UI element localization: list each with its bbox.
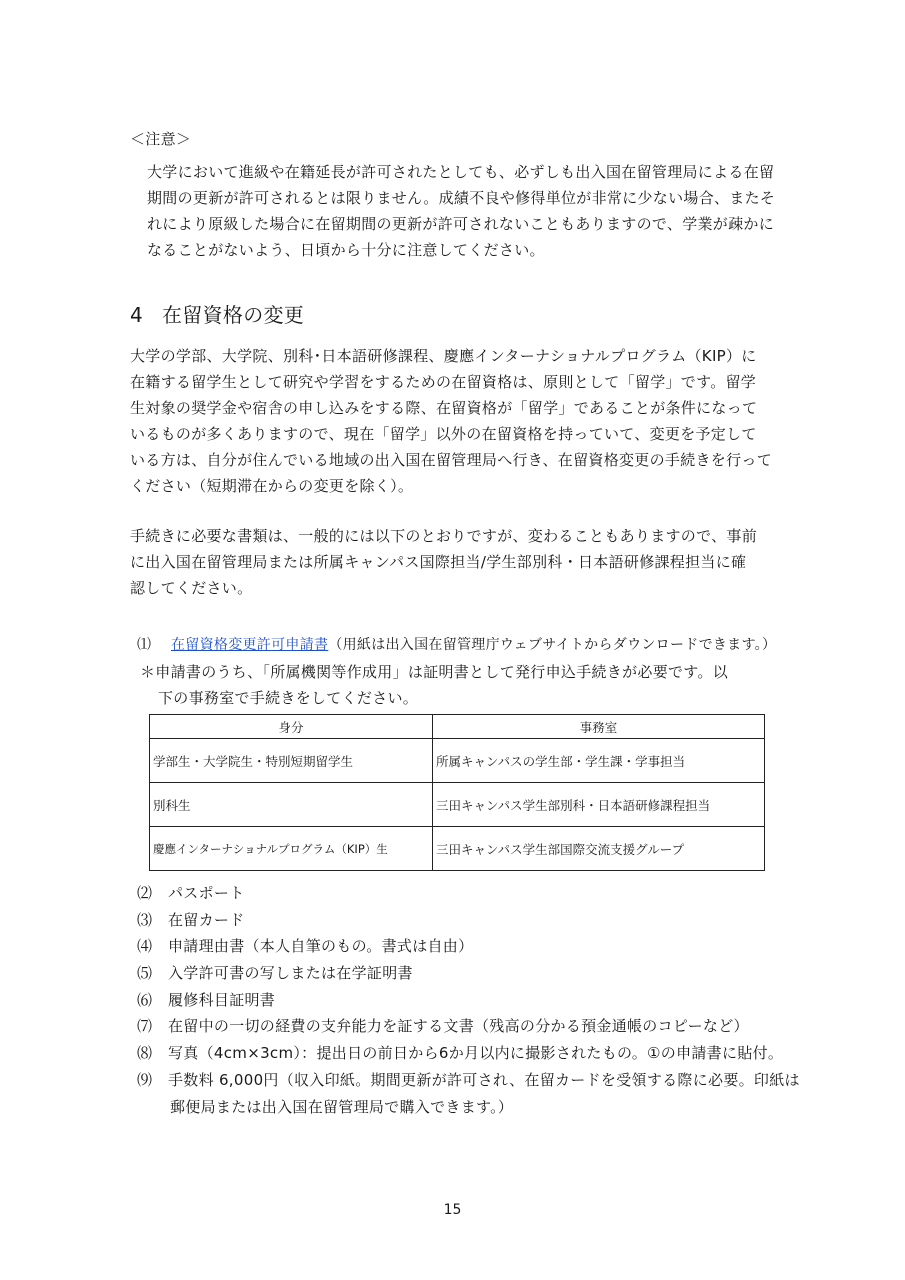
paragraph-line: 生対象の奨学金や宿舎の申し込みをする際、在留資格が「留学」であることが条件になって <box>130 399 758 417</box>
table-cell: 学部生・大学院生・特別短期留学生 <box>150 739 433 783</box>
item-1-note-line: 下の事務室で手続きをしてください。 <box>158 689 419 707</box>
item-number: ⑶ <box>137 911 153 929</box>
table-cell: 三田キャンパス学生部国際交流支援グループ <box>433 827 765 871</box>
table-row <box>150 739 765 783</box>
table-row <box>150 783 765 827</box>
table-cell: 三田キャンパス学生部別科・日本語研修課程担当 <box>433 783 765 827</box>
paragraph-line: ください（短期滞在からの変更を除く）。 <box>130 477 414 495</box>
item-1-line <box>171 635 776 655</box>
list-item: 在留カード <box>168 911 245 929</box>
paragraph-line: 認してください。 <box>130 579 253 597</box>
item-number: ⑹ <box>137 991 153 1009</box>
item-1-note: （用紙は出入国在留管理庁ウェブサイトからダウンロードできます。） <box>328 637 777 653</box>
table-cell: 所属キャンパスの学生部・学生課・学事担当 <box>433 739 765 783</box>
notice-line: 大学において進級や在籍延長が許可されたとしても、必ずしも出入国在留管理局による在留 <box>147 163 775 181</box>
notice-heading: ＜注意＞ <box>130 130 192 148</box>
notice-line: れにより原級した場合に在留期間の更新が許可されないこともありますので、学業が疎かに <box>147 215 775 233</box>
item-number: ⑷ <box>137 937 153 955</box>
list-item: 申請理由書（本人自筆のもの。書式は自由） <box>168 937 474 955</box>
office-table <box>149 714 765 871</box>
item-number: ⑸ <box>137 964 153 982</box>
item-number: ⑵ <box>137 884 153 902</box>
table-cell: 別科生 <box>150 783 433 827</box>
paragraph-line: いるものが多くありますので、現在「留学」以外の在留資格を持っていて、変更を予定して <box>130 425 757 443</box>
list-item: 在留中の一切の経費の支弁能力を証する文書（残高の分かる預金通帳のコピーなど） <box>168 1017 749 1035</box>
item-number: ⑻ <box>137 1044 153 1062</box>
table-header: 身分 <box>150 715 433 739</box>
table-header: 事務室 <box>433 715 765 739</box>
paragraph-line: に出入国在留管理局または所属キャンパス国際担当/学生部別科・日本語研修課程担当に確 <box>130 553 747 571</box>
section-number: 4 <box>130 303 144 327</box>
table-header-row <box>150 715 765 739</box>
item-number: ⑴ <box>137 637 152 653</box>
list-item-continuation: 郵便局または出入国在留管理局で購入できます。） <box>170 1098 514 1116</box>
paragraph-line: 在籍する留学生として研究や学習をするための在留資格は、原則として「留学」です。留学 <box>130 373 757 391</box>
notice-line: 期間の更新が許可されるとは限りません。成績不良や修得単位が非常に少ない場合、またそ <box>147 189 776 207</box>
notice-line: なることがないよう、日頃から十分に注意してください。 <box>147 241 545 259</box>
section-title: 在留資格の変更 <box>162 303 305 327</box>
list-item: パスポート <box>168 884 245 902</box>
page-number: 15 <box>443 1202 462 1218</box>
table-cell: 慶應インターナショナルプログラム（KIP）生 <box>150 827 433 871</box>
item-number: ⑼ <box>137 1071 153 1089</box>
paragraph-line: いる方は、自分が住んでいる地域の出入国在留管理局へ行き、在留資格変更の手続きを行って <box>130 451 773 469</box>
table-row <box>150 827 765 871</box>
paragraph-line: 手続きに必要な書類は、一般的には以下のとおりですが、変わることもありますので、事前 <box>130 527 758 545</box>
list-item: 入学許可書の写しまたは在学証明書 <box>168 964 413 982</box>
item-number: ⑺ <box>137 1017 153 1035</box>
list-item: 写真（4cm×3cm）：提出日の前日から6か月以内に撮影されたもの。①の申請書に貼付。 <box>168 1044 784 1062</box>
application-form-link[interactable]: 在留資格変更許可申請書 <box>171 637 329 653</box>
list-item: 履修科目証明書 <box>168 991 276 1009</box>
item-1-note-line: ＊申請書のうち、「所属機関等作成用」は証明書として発行申込手続きが必要です。以 <box>140 663 729 681</box>
paragraph-line: 大学の学部、大学院、別科･日本語研修課程、慶應インターナショナルプログラム（KIP）に <box>130 347 757 365</box>
list-item: 手数料 6,000円（収入印紙。期間更新が許可され、在留カードを受領する際に必要。印紙は <box>168 1071 800 1089</box>
